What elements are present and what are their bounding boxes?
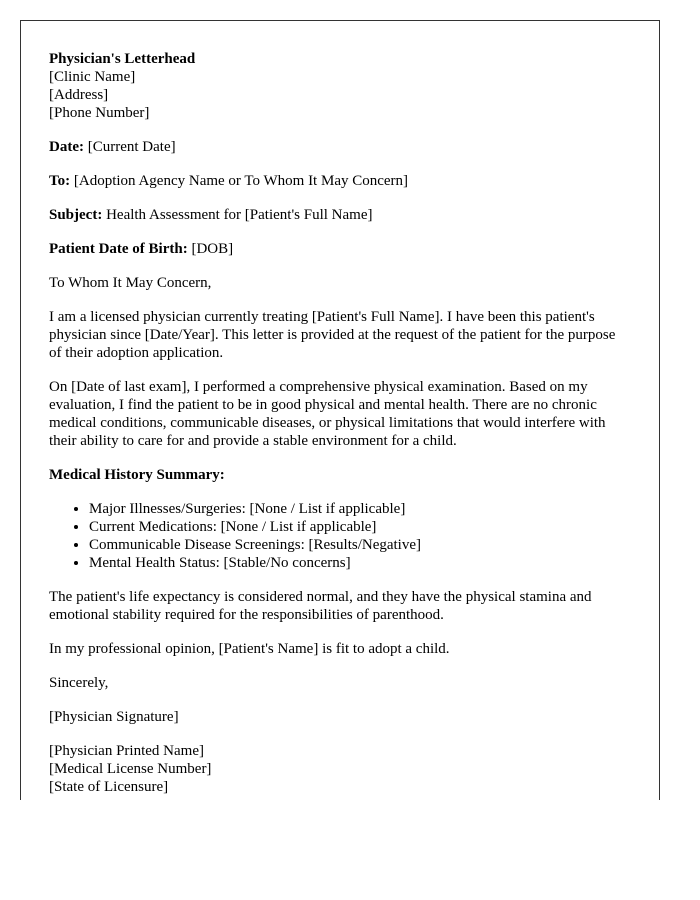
history-heading-text: Medical History Summary: — [49, 467, 225, 483]
body-paragraph-1: I am a licensed physician currently treating [Patient's Full Name]. I have been this patient's physician since [Date/Year]. This letter is provided at the request of the patient for the purpose of their adoption application. — [49, 309, 616, 361]
medical-license-number: [Medical License Number] — [49, 761, 212, 777]
signature-placeholder: [Physician Signature] — [49, 709, 179, 725]
dob-label: Patient Date of Birth: — [49, 241, 188, 257]
date-value: [Current Date] — [87, 139, 176, 155]
history-item-illnesses: • Major Illnesses/Surgeries: [None / List if applicable] — [89, 500, 631, 518]
dob-value: [DOB] — [191, 241, 234, 257]
physician-printed-name: [Physician Printed Name] — [49, 743, 204, 759]
dob-line — [49, 240, 631, 258]
subject-value: Health Assessment for [Patient's Full Name] — [106, 207, 373, 223]
recipient-line — [49, 172, 631, 190]
history-heading — [49, 466, 631, 484]
history-item-mental-health: • Mental Health Status: [Stable/No concerns] — [89, 554, 631, 572]
body-paragraph-2: On [Date of last exam], I performed a comprehensive physical examination. Based on my evaluation, I find the patient to be in good physical and mental health. There are no chronic medical conditions, communicable diseases, or physical limitations that would interfere with their ability to care for and provide a stable environment for a child. — [49, 379, 606, 449]
body-paragraph-3: The patient's life expectancy is considered normal, and they have the physical stamina and emotional stability required for the responsibilities of parenthood. — [49, 589, 592, 623]
body-paragraph-4: In my professional opinion, [Patient's Name] is fit to adopt a child. — [49, 641, 450, 657]
subject-line — [49, 206, 631, 224]
physician-details — [49, 742, 631, 796]
closing: Sincerely, — [49, 675, 109, 691]
state-of-licensure: [State of Licensure] — [49, 779, 169, 795]
clinic-name: [Clinic Name] — [49, 69, 136, 85]
date-line — [49, 138, 631, 156]
recipient-value: [Adoption Agency Name or To Whom It May Concern] — [73, 173, 409, 189]
date-label: Date: — [49, 139, 84, 155]
subject-label: Subject: — [49, 207, 103, 223]
history-list — [49, 500, 631, 572]
letterhead-title: Physician's Letterhead — [49, 51, 196, 67]
salutation: To Whom It May Concern, — [49, 275, 212, 291]
history-item-medications: • Current Medications: [None / List if applicable] — [89, 518, 631, 536]
letter-page — [20, 20, 660, 800]
letterhead — [49, 50, 631, 122]
history-item-screenings: • Communicable Disease Screenings: [Results/Negative] — [89, 536, 631, 554]
recipient-label: To: — [49, 173, 71, 189]
clinic-address: [Address] — [49, 87, 109, 103]
clinic-phone: [Phone Number] — [49, 105, 150, 121]
